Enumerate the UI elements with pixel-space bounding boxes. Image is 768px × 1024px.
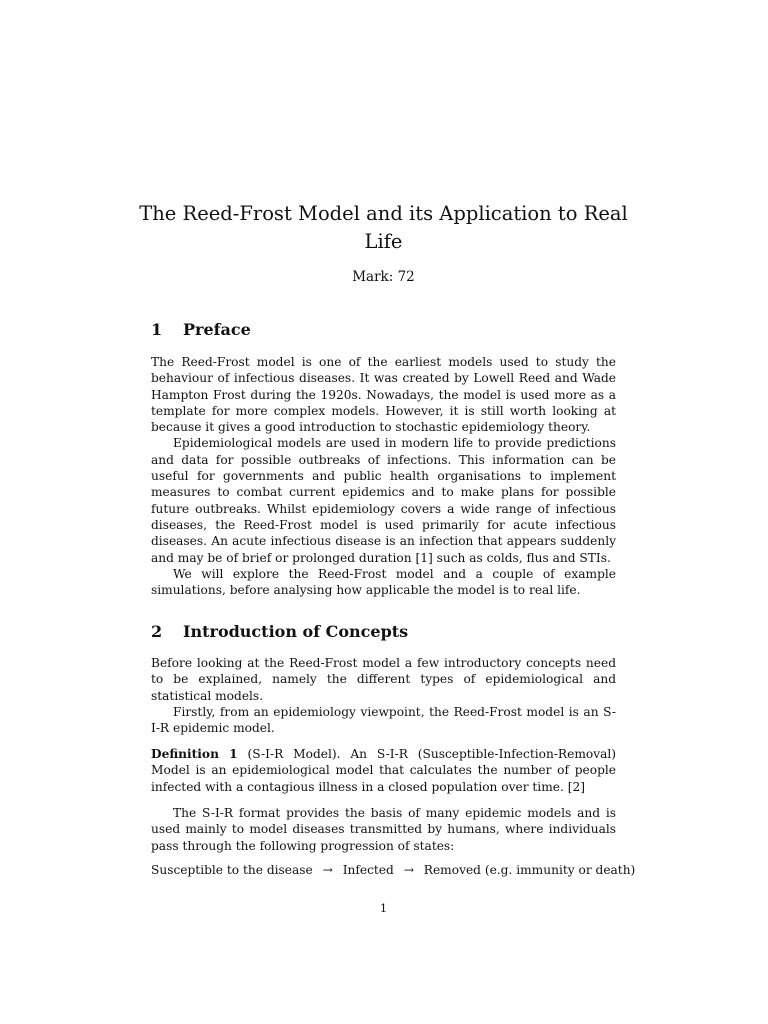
page-number: 1 [379, 901, 388, 915]
preface-body [151, 354, 616, 598]
paragraph: Firstly, from an epidemiology viewpoint, the Reed-Frost model is an S-I-R epidemic model. [151, 704, 616, 736]
definition-name: (S-I-R Model). [247, 747, 341, 761]
right-arrow-icon: → [403, 863, 414, 877]
paragraph: We will explore the Reed-Frost model and a couple of example simulations, before analysing how applicable the model is to real life. [151, 566, 616, 598]
paper-title: The Reed-Frost Model and its Application to Real Life [139, 202, 628, 253]
state-susceptible: Susceptible to the disease [151, 863, 313, 877]
section-heading-introduction [151, 622, 408, 641]
paper-page [139, 0, 636, 1024]
after-definition-body [151, 805, 616, 854]
definition-label: Definition 1 [151, 747, 238, 761]
definition-block [151, 746, 616, 795]
definition-text: An S-I-R (Susceptible-Infection-Removal) Model is an epidemiological model that calculates the number of people infected with a contagious illness in a closed population over time. [2] [151, 747, 617, 794]
author-line: Mark: 72 [352, 269, 415, 285]
section-heading-preface [151, 320, 251, 339]
introduction-body [151, 655, 616, 736]
state-infected: Infected [342, 863, 394, 877]
paragraph: The S-I-R format provides the basis of many epidemic models and is used mainly to model diseases transmitted by humans, where individuals pass through the following progression of states: [151, 806, 616, 853]
paragraph: Epidemiological models are used in modern life to provide predictions and data for possible outbreaks of infections. This information can be useful for governments and public health organisations to implement measures to combat current epidemics and to make plans for possible future outbreaks. Whilst epidemiology covers a wide range of infectious diseases, the Reed-Frost model is used primarily for acute infectious diseases. An acute infectious disease is an infection that appears suddenly and may be of brief or prolonged duration [1] such as colds, flus and STIs. [151, 436, 616, 565]
state-progression [151, 862, 641, 878]
paragraph: Before looking at the Reed-Frost model a few introductory concepts need to be explained, namely the different types of epidemiological and statistical models. [151, 656, 616, 703]
section-title: Preface [183, 320, 251, 339]
right-arrow-icon: → [322, 863, 333, 877]
paragraph: The Reed-Frost model is one of the earliest models used to study the behaviour of infectious diseases. It was created by Lowell Reed and Wade Hampton Frost during the 1920s. Nowadays, the model is used more as a template for more complex models. However, it is still worth looking at because it gives a good introduction to stochastic epidemiology theory. [151, 355, 616, 435]
section-title: Introduction of Concepts [183, 622, 409, 641]
section-number: 1 [151, 320, 163, 339]
section-number: 2 [151, 622, 163, 641]
state-removed: Removed (e.g. immunity or death) [423, 863, 636, 877]
